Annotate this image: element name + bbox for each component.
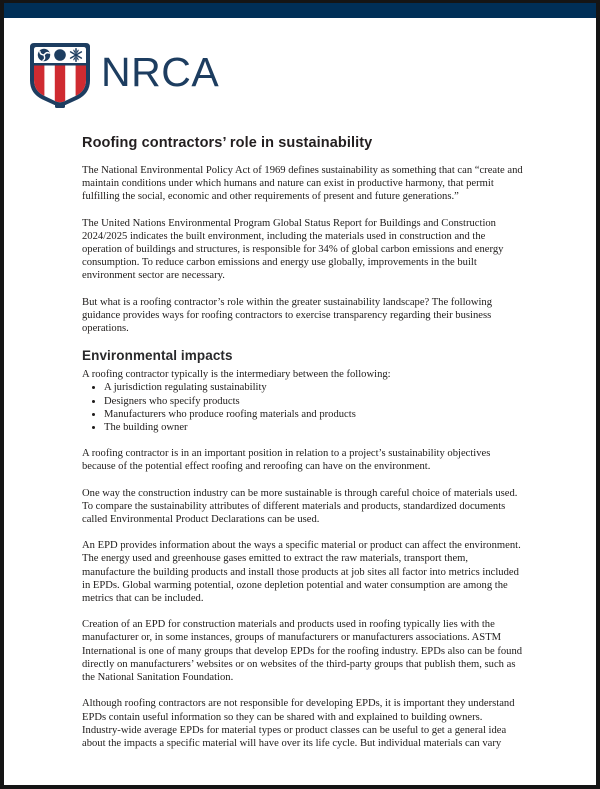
shield-stripes [34, 65, 86, 105]
shield-band-divider [34, 63, 86, 66]
paragraph-nepa: The National Environmental Policy Act of 1969 defines sustainability as something that can “create and maintain conditions under which humans and nature can exist in productive harmony, that permit fulfilling the social, economic and other requirements of present and future generations.” [82, 165, 523, 203]
paragraph-important-position: A roofing contractor is in an important position in relation to a project’s sustainability objectives because of the potential effect roofing and reroofing can have on the environment. [82, 448, 491, 473]
paragraph-epd-definition: An EPD provides information about the ways a specific material or product can affect the environment. The energy used and greenhouse gases emitted to extract the raw materials, transport them, manufacture the building products and install those products at job sites all factor into metrics included in EPDs. Global warming potential, ozone depletion potential and water consumption are among the metrics that can be included. [82, 540, 521, 605]
paragraph-un-report: The United Nations Environmental Program Global Status Report for Buildings and Construction 2024/2025 indicates the built environment, including the materials used in construction and the operation of buildings and structures, is responsible for 34% of global carbon emissions and energy consumption. To reduce carbon emissions and energy use globally, improvements in the built environment sector are necessary. [82, 217, 504, 282]
wave-swirl-icon [38, 48, 50, 60]
paragraph-intermediary-lead: A roofing contractor typically is the intermediary between the following: [82, 369, 391, 381]
sun-circle-icon [54, 49, 66, 61]
document-title: Roofing contractors’ role in sustainability [82, 135, 373, 151]
list-item: • Designers who specify products [104, 395, 523, 408]
paragraph-epd-usefulness: Although roofing contractors are not responsible for developing EPDs, it is important they understand EPDs contain useful information so they can be shared with and explained to building owners. Industry-wide average EPDs for material types or product classes can be useful to get a general idea about the impacts a specific material will have over its life cycle. But individual materials can vary [82, 698, 515, 749]
list-item: • Manufacturers who produce roofing materials and products [104, 408, 523, 421]
paragraph-contractor-role: But what is a roofing contractor’s role within the greater sustainability landscape? The following guidance provides ways for roofing contractors to exercise transparency regarding their business operations. [82, 296, 493, 335]
document-page [4, 18, 596, 785]
paragraph-material-choice: One way the construction industry can be more sustainable is through careful choice of materials used. To compare the sustainability attributes of different materials and products, standardized documents called Environmental Product Declarations can be used. [82, 487, 518, 526]
list-item: • The building owner [104, 421, 523, 434]
list-item: • A jurisdiction regulating sustainability [104, 381, 523, 394]
section-heading-environmental-impacts: Environmental impacts [82, 348, 233, 364]
logo-wordmark: NRCA [101, 48, 220, 95]
intermediary-list [82, 381, 523, 434]
nrca-logo [28, 42, 596, 108]
nrca-shield-icon [28, 42, 92, 109]
paragraph-epd-creation: Creation of an EPD for construction materials and products used in roofing typically lies with the manufacturer or, in some instances, groups of manufacturers or manufacturers associations. ASTM International is one of many groups that develop EPDs for the roofing industry. EPDs also can be found directly on manufacturers’ websites or on websites of the third-party groups that publish them, such as the National Sanitation Foundation. [82, 619, 523, 684]
top-accent-bar [4, 3, 596, 18]
document-body [82, 135, 523, 750]
